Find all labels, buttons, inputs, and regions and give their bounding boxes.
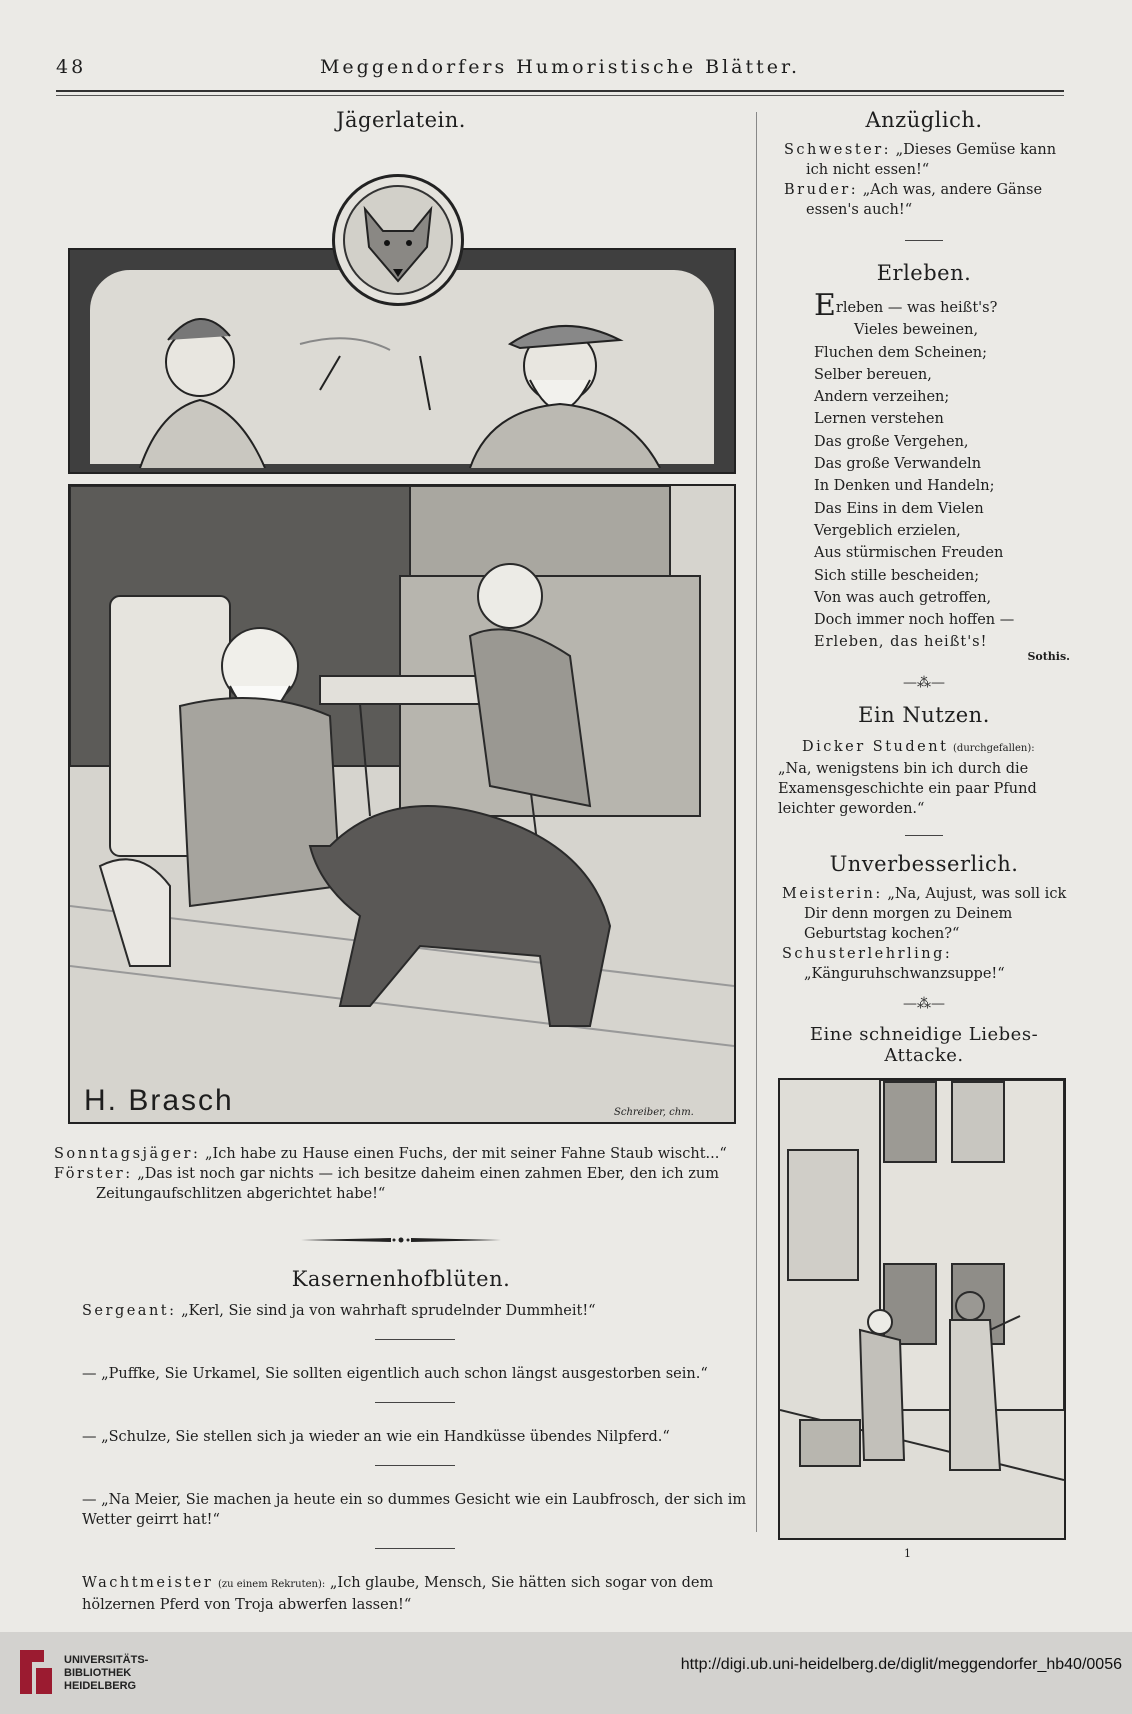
source-url[interactable]: http://digi.ub.uni-heidelberg.de/diglit/meggendorfer_hb40/0056 bbox=[680, 1656, 1122, 1673]
poem-line: Erleben — was heißt's? bbox=[814, 288, 998, 323]
poem-erleben bbox=[778, 288, 1070, 663]
illustration-bottom-panel bbox=[68, 484, 736, 1124]
poem-line: Von was auch getroffen, bbox=[814, 589, 992, 606]
artist-signature: H. Brasch bbox=[84, 1084, 234, 1117]
poem-line: Doch immer noch hoffen — bbox=[814, 612, 1015, 629]
speaker-note: (zu einem Rekruten): bbox=[217, 1579, 326, 1590]
quote: „Na, Aujust, was soll ick Dir denn morgen zu Deinem Geburtstag kochen?“ bbox=[804, 885, 1067, 942]
ornamental-divider bbox=[54, 1230, 748, 1249]
joke-line bbox=[82, 1573, 748, 1615]
dialog-line bbox=[784, 180, 1070, 220]
title-ein-nutzen: Ein Nutzen. bbox=[858, 702, 990, 727]
joke-line bbox=[82, 1364, 748, 1384]
right-column bbox=[778, 108, 1070, 1560]
speaker: Schusterlehrling: bbox=[782, 945, 953, 962]
caption-jaegerlatein bbox=[54, 1144, 748, 1204]
poem-line: Fluchen dem Scheinen; bbox=[814, 344, 988, 361]
title-erleben: Erleben. bbox=[876, 261, 972, 285]
title-unverbesserlich: Unverbesserlich. bbox=[829, 851, 1019, 876]
caption-line bbox=[54, 1164, 748, 1204]
poem-line: Das große Verwandeln bbox=[814, 456, 982, 473]
quote: „Ich habe zu Hause einen Fuchs, der mit seiner Fahne Staub wischt...“ bbox=[204, 1146, 727, 1162]
speaker: Förster: bbox=[54, 1166, 133, 1182]
separator bbox=[375, 1402, 455, 1403]
separator bbox=[375, 1465, 455, 1466]
column-divider bbox=[756, 112, 757, 1532]
poem-line: Aus stürmischen Freuden bbox=[814, 545, 1004, 562]
boar-room-drawing bbox=[70, 486, 734, 1122]
unverbesserlich-dialog bbox=[778, 884, 1070, 984]
title-liebes-attacke: Eine schneidige Liebes-Attacke. bbox=[809, 1023, 1039, 1066]
library-footer bbox=[0, 1632, 1132, 1714]
poem-line: Das Eins in dem Vielen bbox=[814, 500, 984, 517]
poem-line: Erleben, das heißt's! bbox=[814, 634, 988, 651]
dialog-line bbox=[782, 944, 1070, 984]
speaker: Sonntagsjäger: bbox=[54, 1146, 201, 1162]
poem-line: Lernen verstehen bbox=[814, 411, 944, 428]
separator bbox=[905, 835, 943, 836]
dash: — bbox=[82, 1492, 97, 1508]
poem-line: Andern verzeihen; bbox=[814, 389, 950, 406]
poem-line: Vieles beweinen, bbox=[854, 322, 979, 339]
speaker: Wachtmeister bbox=[82, 1575, 214, 1591]
dialog-line bbox=[784, 140, 1070, 180]
poem-line: Selber bereuen, bbox=[814, 366, 932, 383]
drop-capital: E bbox=[814, 288, 836, 323]
left-column bbox=[54, 108, 748, 1615]
dash: — bbox=[82, 1429, 97, 1445]
nutzen-dialog bbox=[778, 737, 1070, 819]
speaker: Bruder: bbox=[784, 182, 859, 198]
kasernenhof-jokes bbox=[54, 1301, 748, 1615]
quote: „Känguruhschwanzsuppe!“ bbox=[804, 965, 1005, 982]
speaker: Meisterin: bbox=[782, 885, 883, 902]
speaker: Dicker Student bbox=[802, 738, 949, 755]
title-jaegerlatein: Jägerlatein. bbox=[336, 108, 466, 132]
fox-medallion bbox=[332, 174, 464, 306]
title-anzueglich: Anzüglich. bbox=[865, 108, 983, 132]
quote: „Das ist noch gar nichts — ich besitze daheim einen zahmen Eber, den ich zum Zeitungaufschlitzen abgerichtet habe!“ bbox=[96, 1166, 719, 1202]
heidelberg-logo-icon bbox=[14, 1646, 56, 1698]
speaker: Schwester: bbox=[784, 142, 892, 158]
dialog-line bbox=[778, 737, 1070, 819]
quote: „Dieses Gemüse kann ich nicht essen!“ bbox=[806, 142, 1057, 178]
header-rule-thin bbox=[56, 95, 1064, 96]
star-ornament-icon: —⁂— bbox=[903, 995, 945, 1012]
joke-line bbox=[54, 1490, 748, 1530]
running-head bbox=[56, 52, 1064, 82]
speaker-note: (durchgefallen): bbox=[953, 742, 1035, 754]
quote: „Na, wenigstens bin ich durch die Examensgeschichte ein paar Pfund leichter geworden.“ bbox=[778, 760, 1037, 817]
anzueglich-dialog bbox=[778, 140, 1070, 220]
poem-line: Sich stille bescheiden; bbox=[814, 567, 980, 584]
dialog-line bbox=[782, 884, 1070, 944]
quote: „Puffke, Sie Urkamel, Sie sollten eigentlich auch schon längst ausgestorben sein.“ bbox=[101, 1366, 708, 1382]
ornament-icon bbox=[301, 1235, 501, 1245]
library-name: UNIVERSITÄTS- BIBLIOTHEK HEIDELBERG bbox=[64, 1654, 149, 1692]
separator bbox=[905, 240, 943, 241]
quote: „Kerl, Sie sind ja von wahrhaft sprudelnder Dummheit!“ bbox=[181, 1303, 596, 1319]
header-rule bbox=[56, 90, 1064, 92]
page-number: 48 bbox=[56, 56, 87, 78]
joke-line bbox=[82, 1427, 748, 1447]
quote: „Ach was, andere Gänse essen's auch!“ bbox=[806, 182, 1043, 218]
illustration-jaegerlatein bbox=[54, 144, 748, 1124]
quote: „Ich glaube, Mensch, Sie hätten sich sogar von dem hölzernen Pferd von Troja abwerfen lassen!“ bbox=[82, 1575, 714, 1613]
poem-line: In Denken und Handeln; bbox=[814, 478, 995, 495]
quote: „Na Meier, Sie machen ja heute ein so dummes Gesicht wie ein Laubfrosch, der sich im Wetter geirrt hat!“ bbox=[82, 1492, 747, 1528]
separator bbox=[375, 1339, 455, 1340]
poem-line: Vergeblich erzielen, bbox=[814, 522, 961, 539]
journal-title: Meggendorfers Humoristische Blätter. bbox=[319, 56, 801, 78]
joke-line bbox=[82, 1301, 748, 1321]
poem-line: Das große Vergehen, bbox=[814, 433, 969, 450]
quote: „Schulze, Sie stellen sich ja wieder an wie ein Handküsse übendes Nilpferd.“ bbox=[101, 1429, 670, 1445]
comic-liebes-attacke bbox=[778, 1078, 1066, 1560]
engraver-credit: Schreiber, chm. bbox=[614, 1107, 694, 1118]
poem-author: Sothis. bbox=[1027, 649, 1070, 663]
street-scene-drawing bbox=[780, 1080, 1064, 1538]
caption-line bbox=[54, 1144, 748, 1164]
speaker: Sergeant: bbox=[82, 1303, 177, 1319]
fox-head-icon bbox=[335, 177, 461, 303]
separator bbox=[375, 1548, 455, 1549]
star-ornament-icon: —⁂— bbox=[903, 674, 945, 691]
title-kasernenhofblueten: Kasernenhofblüten. bbox=[291, 1267, 511, 1291]
dash: — bbox=[82, 1366, 97, 1382]
comic-mark: 1 bbox=[904, 1546, 911, 1560]
